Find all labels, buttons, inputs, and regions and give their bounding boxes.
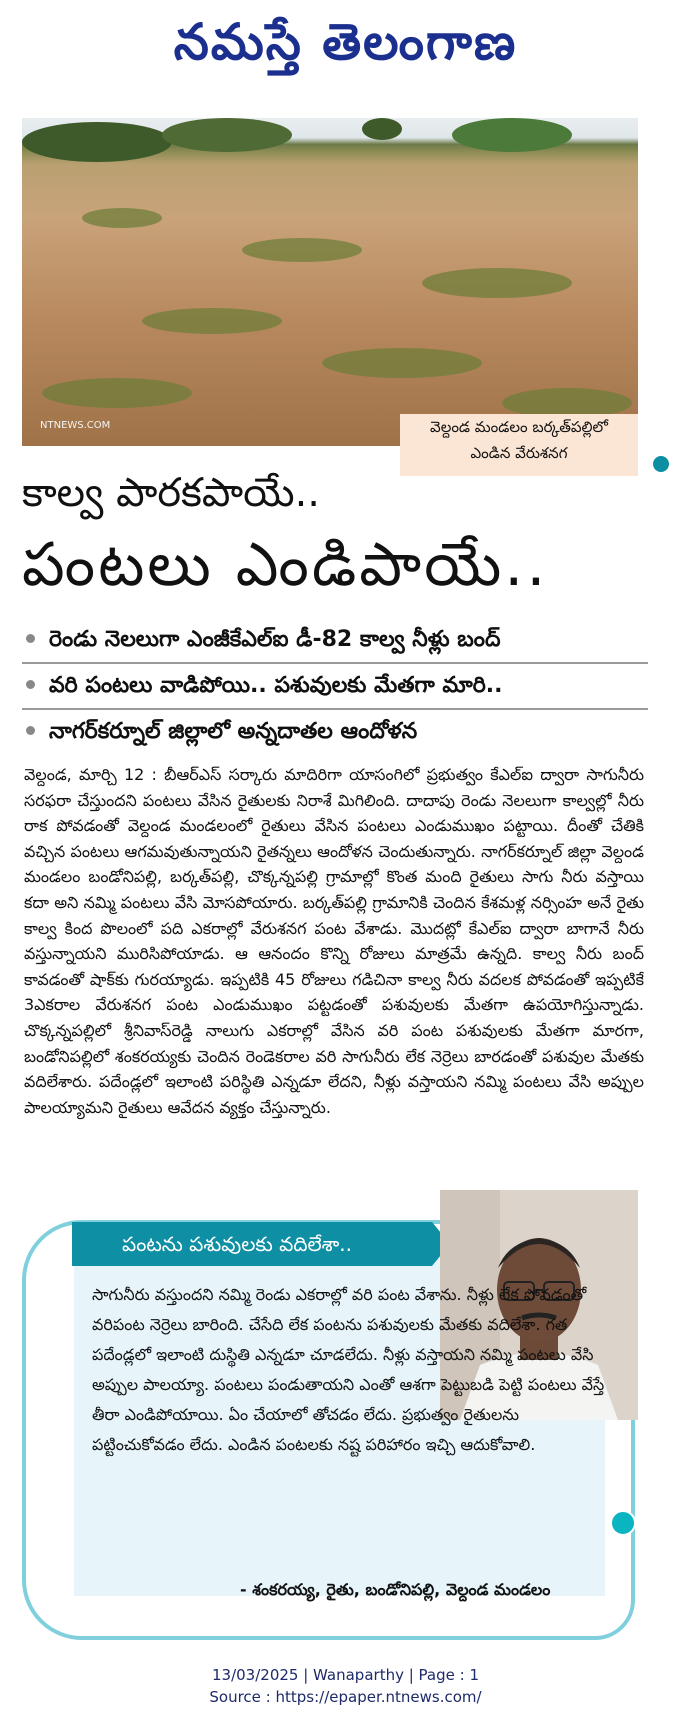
bullet-icon: [26, 680, 35, 689]
subhead-text: నాగర్‌కర్నూల్ జిల్లాలో అన్నదాతల ఆందోళన: [49, 719, 418, 744]
decorative-dot: [653, 456, 669, 472]
quote-header: పంటను పశువులకు వదిలేశా..: [72, 1222, 432, 1266]
footer-source: Source : https://epaper.ntnews.com/: [209, 1688, 482, 1706]
headline-line-1: కాల్వ పారకపాయే..: [22, 470, 321, 516]
quote-text: సాగునీరు వస్తుందని నమ్మి రెండు ఎకరాల్లో వరి పంట వేశాను. నీళ్లు లేక పోవడంతో వరిపంట నెర్రెలు బారింది. చేసేది లేక పంటను పశువులకు మేతకు వదిలేశా. గత పదేండ్లలో ఇలాంటి దుస్థితి ఎన్నడూ చూడలేదు. నీళ్లు వస్తాయని నమ్మి పంటలు వేసి అప్పుల పాలయ్యా. పంటలు పండుతాయని ఎంతో ఆశగా పెట్టుబడి పెట్టి పంటలు వేస్తే తీరా ఎండిపోయాయి. ఏం చేయాలో తోచడం లేదు. ప్రభుత్వం రైతులను పట్టించుకోవడం లేదు. ఎండిన పంటలకు నష్ట పరిహారం ఇచ్చి ఆదుకోవాలి.: [92, 1285, 605, 1454]
masthead-logo: నమస్తే తెలంగాణ: [173, 12, 518, 71]
photo-caption: [400, 414, 638, 476]
caption-line-2: ఎండిన వేరుశనగ: [470, 444, 568, 462]
quote-author: - శంకరయ్య, రైతు, బండోనిపల్లి, వెల్దండ మండలం: [240, 1580, 551, 1599]
article-body: వెల్దండ, మార్చి 12 : బీఆర్‌ఎస్ సర్కారు మాదిరిగా యాసంగిలో ప్రభుత్వం కేఎల్‌ఐ ద్వారా సాగునీరు సరఫరా చేస్తుందని పంటలు వేసిన రైతులకు నిరాశే మిగిలింది. దాదాపు రెండు నెలలుగా కాల్వల్లో నీరు రాక పోవడంతో వెల్దండ మండలంలో రైతులు వేసిన పంటలు ఎండుముఖం పట్టాయి. దీంతో చేతికి వచ్చిన పంటలు ఆగమవుతున్నాయని రైతన్నలు ఆందోళన చెందుతున్నారు. నాగర్‌కర్నూల్ జిల్లా వెల్దండ మండలం బండోనిపల్లి, బర్కత్‌పల్లి, చొక్కన్నపల్లి గ్రామాల్లో కొంత మంది రైతులు సాగు నీరు వస్తాయి కదా అని నమ్మి పంటలు వేసి మోసపోయారు. బర్కత్‌పల్లి గ్రామానికి చెందిన కేశమళ్ల నర్సింహ అనే రైతు కాల్వ కింద పొలంలో పది ఎకరాల్లో వేరుశనగ పంట వేశాడు. మొదట్లో కేఎల్‌ఐ ద్వారా బాగానే నీరు వస్తున్నాయని మురిసిపోయాడు. ఆ ఆనందం కొన్ని రోజులు మాత్రమే ఉన్నది. కాల్వ నీరు బంద్ కావడంతో షాక్‌కు గురయ్యాడు. ఇప్పటికి 45 రోజులు గడిచినా కాల్వ నీరు వదలక పోవడంతో ఇప్పటికే 3ఎకరాల వేరుశనగ పంట ఎండుముఖం పట్టడంతో పశువులకు మేతగా ఉపయోగిస్తున్నాడు. చొక్కన్నపల్లిలో శ్రీనివాస్‌రెడ్డి నాలుగు ఎకరాల్లో వేసిన వరి పంట పశువులకు మేతగా మారగా, బండోనిపల్లిలో శంకరయ్యకు చెందిన రెండెకరాల వరి సాగునీరు లేక నెర్రెలు బారడంతో పశువుల మేతకు వదిలేశారు. పదేండ్లలో ఇలాంటి పరిస్థితి ఎన్నడూ లేదని, నీళ్లు వస్తాయని నమ్మి పంటలు వేసి అప్పుల పాలయ్యామని రైతులు ఆవేదన వ్యక్తం చేస్తున్నారు.: [24, 765, 644, 1117]
subhead-3: [22, 712, 642, 752]
subhead-2: [22, 666, 642, 706]
field-photo: [22, 118, 638, 446]
bullet-icon: [26, 634, 35, 643]
divider: [22, 708, 648, 710]
decorative-dot: [610, 1510, 636, 1536]
divider: [22, 662, 648, 664]
caption-line-1: వెల్దండ మండలం బర్కత్‌పల్లిలో: [430, 418, 608, 436]
subhead-text: రెండు నెలలుగా ఎంజీకేఎల్‌ఐ డీ-82 కాల్వ నీళ్లు బంద్: [49, 627, 501, 652]
bullet-icon: [26, 726, 35, 735]
photo-credit: NTNEWS.COM: [40, 420, 111, 431]
headline-line-2: పంటలు ఎండిపాయే..: [22, 530, 549, 600]
subhead-1: [22, 620, 642, 660]
subhead-text: వరి పంటలు వాడిపోయి.. పశువులకు మేతగా మారి..: [49, 673, 503, 698]
footer-date-edition: 13/03/2025 | Wanaparthy | Page : 1: [212, 1666, 479, 1684]
